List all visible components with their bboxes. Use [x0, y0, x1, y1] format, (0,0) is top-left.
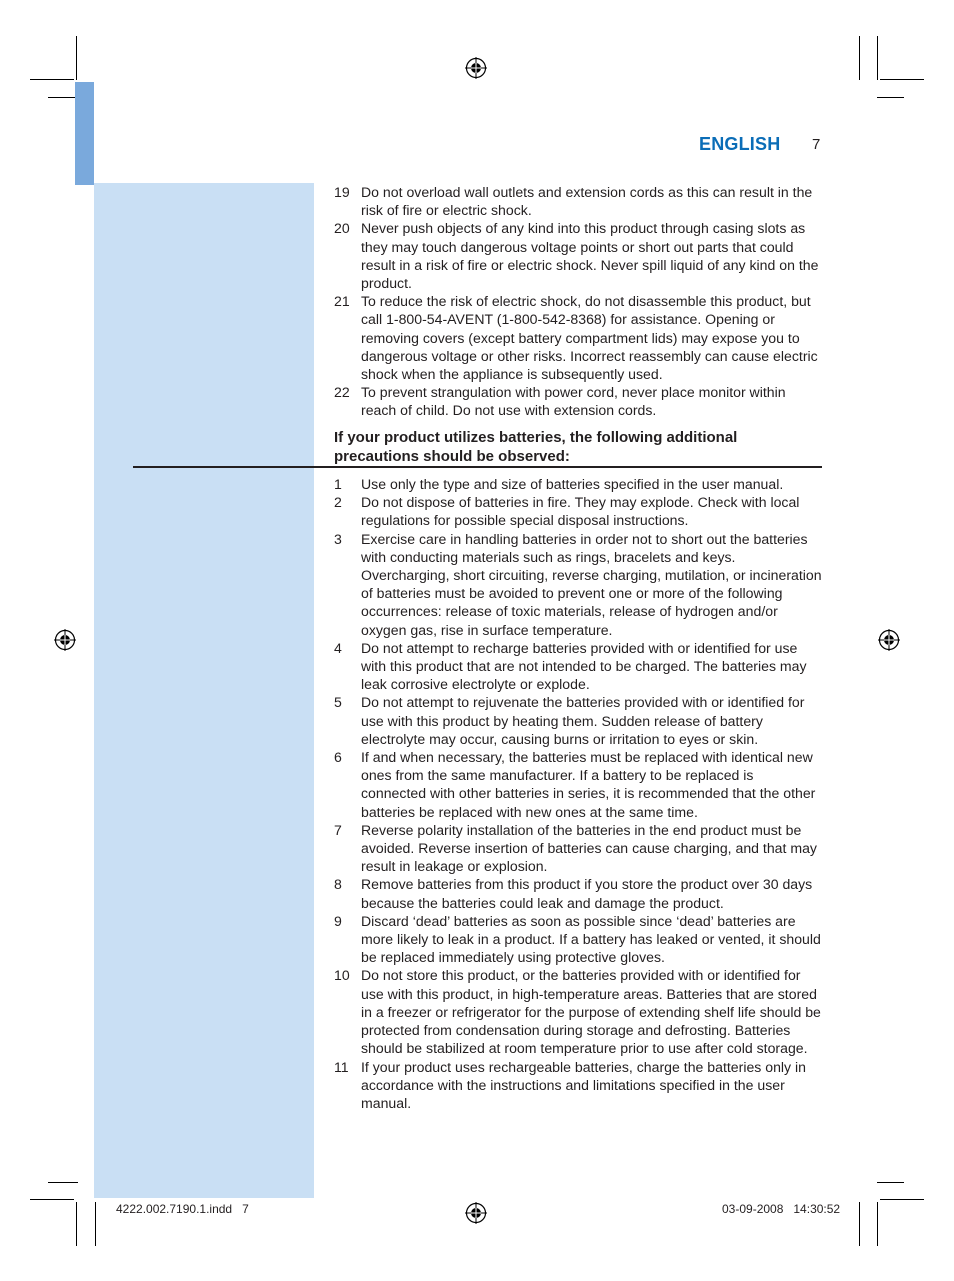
- list-item: [334, 875, 822, 911]
- battery-heading: If your product utilizes batteries, the following additional precautions should be observed:: [334, 429, 738, 465]
- registration-mark-icon: [54, 629, 76, 651]
- list-item: [334, 183, 822, 219]
- crop-mark: [30, 79, 74, 80]
- crop-mark: [877, 36, 878, 80]
- list-item: [334, 219, 822, 292]
- item-number: 10: [334, 967, 350, 984]
- list-item: [334, 639, 822, 694]
- item-text: Do not attempt to rejuvenate the batteries provided with or identified for use with this product by heating them. Sudden release of battery electrolyte may occur, causing burns or irritation to eyes or skin.: [361, 694, 805, 747]
- page-number: 7: [812, 136, 821, 153]
- crop-mark: [48, 1182, 78, 1183]
- side-panel: [94, 183, 314, 1198]
- crop-mark: [48, 97, 75, 98]
- item-number: 11: [334, 1058, 349, 1075]
- list-item: [334, 748, 822, 821]
- crop-mark: [859, 36, 860, 80]
- item-text: Exercise care in handling batteries in order not to short out the batteries with conducting materials such as rings, bracelets and keys. Overcharging, short circuiting, reverse charging, mutilation, or incineration of batteries must be avoided to prevent one or more of the following occurrences: release of toxic materials, release of hydrogen and/or oxygen gas, rise in surface temperature.: [361, 530, 822, 638]
- item-text: If your product uses rechargeable batteries, charge the batteries only in accordance with the instructions and limitations specified in the user manual.: [361, 1058, 806, 1111]
- item-text: Never push objects of any kind into this product through casing slots as they may touch dangerous voltage points or short out parts that could result in a risk of fire or electric shock. Never spill liquid of any kind on the product.: [361, 220, 819, 292]
- item-number: 2: [334, 494, 342, 511]
- item-number: 9: [334, 912, 342, 929]
- item-text: To prevent strangulation with power cord, never place monitor within reach of child. Do not use with extension cords.: [361, 384, 786, 419]
- item-number: 20: [334, 220, 350, 237]
- item-number: 1: [334, 476, 342, 492]
- crop-mark: [859, 1202, 860, 1246]
- list-item: [334, 475, 822, 493]
- item-text: To reduce the risk of electric shock, do not disassemble this product, but call 1-800-54-AVENT (1-800-542-8368) for assistance. Opening or removing covers (except battery compartment lids) may expose you to dangerous voltage or other risks. Incorrect reassembly can cause electric shock when the appliance is subsequently used.: [361, 293, 818, 383]
- divider: [133, 466, 822, 468]
- list-item: [334, 966, 822, 1057]
- registration-mark-icon: [465, 57, 487, 79]
- list-item: [334, 1058, 822, 1113]
- item-number: 7: [334, 821, 342, 838]
- list-item: [334, 821, 822, 876]
- crop-mark: [880, 79, 924, 80]
- crop-mark: [877, 1182, 904, 1183]
- crop-mark: [877, 1202, 878, 1246]
- crop-mark: [76, 36, 77, 80]
- list-item: [334, 383, 822, 419]
- item-text: Do not dispose of batteries in fire. They may explode. Check with local regulations for possible special disposal instructions.: [361, 494, 800, 529]
- item-text: If and when necessary, the batteries must be replaced with identical new ones from the same manufacturer. If a battery to be replaced is connected with other batteries in series, it is recommended that the other batteries be replaced with new ones at the same time.: [361, 749, 816, 820]
- list-item: [334, 693, 822, 748]
- item-number: 5: [334, 694, 342, 711]
- item-text: Discard ‘dead’ batteries as soon as possible since ‘dead’ batteries are more likely to leak in a product. If a battery has leaked or vented, it should be replaced immediately using protective gloves.: [361, 912, 821, 966]
- item-text: Do not overload wall outlets and extension cords as this can result in the risk of fire or electric shock.: [361, 184, 813, 219]
- list-item: [334, 912, 822, 967]
- registration-mark-icon: [465, 1202, 487, 1224]
- item-number: 8: [334, 876, 342, 893]
- item-text: Do not attempt to recharge batteries provided with or identified for use with this product that are not intended to be charged. The batteries may leak corrosive electrolyte or explode.: [361, 639, 807, 693]
- crop-mark: [877, 97, 904, 98]
- item-text: Reverse polarity installation of the batteries in the end product must be avoided. Reverse insertion of batteries can cause charging, and that may result in leakage or explosion.: [361, 821, 817, 875]
- crop-mark: [76, 1202, 77, 1246]
- battery-list: [334, 475, 822, 1112]
- item-number: 3: [334, 530, 342, 547]
- item-number: 21: [334, 293, 350, 310]
- item-text: Remove batteries from this product if you store the product over 30 days because the batteries could leak and damage the product.: [361, 876, 813, 911]
- item-number: 4: [334, 639, 342, 656]
- registration-mark-icon: [878, 629, 900, 651]
- item-text: Do not store this product, or the batteries provided with or identified for use with this product, in high-temperature areas. Batteries that are stored in a freezer or refrigerator for the purpose of extending shelf life should be protected from condensation during storage and defrosting. Batteries should be stabilized at room temperature prior to use after cold storage.: [361, 967, 821, 1057]
- safety-list: [334, 183, 822, 420]
- language-tab: [75, 82, 94, 185]
- item-text: Use only the type and size of batteries specified in the user manual.: [361, 476, 784, 492]
- language-label: ENGLISH: [699, 134, 781, 154]
- crop-mark: [95, 1202, 96, 1246]
- item-number: 22: [334, 384, 350, 401]
- list-item: [334, 292, 822, 383]
- footer-filename: 4222.002.7190.1.indd 7: [116, 1202, 249, 1216]
- item-number: 6: [334, 749, 342, 766]
- crop-mark: [880, 1199, 924, 1200]
- list-item: [334, 530, 822, 639]
- list-item: [334, 493, 822, 529]
- item-number: 19: [334, 184, 350, 200]
- crop-mark: [30, 1199, 74, 1200]
- footer-timestamp: 03-09-2008 14:30:52: [722, 1202, 841, 1216]
